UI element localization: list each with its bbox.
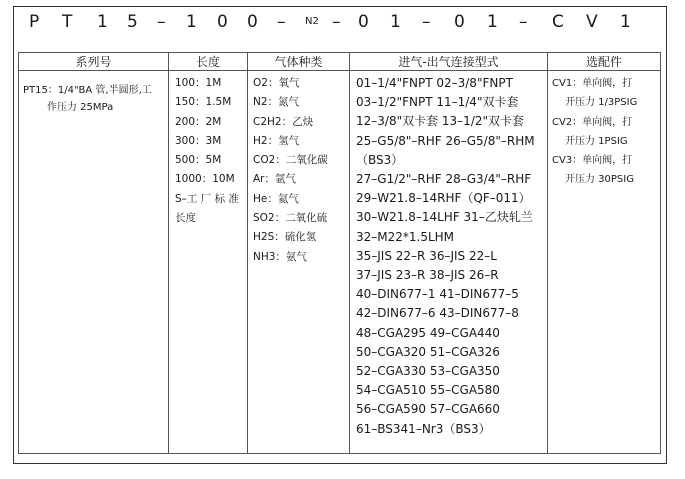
list-item: 200：2M	[175, 115, 222, 128]
list-item: 48–CGA295 49–CGA440	[356, 325, 500, 340]
code-char: 0	[217, 12, 228, 32]
list-item: 50–CGA320 51–CGA326	[356, 344, 500, 359]
options-cell	[548, 71, 661, 454]
code-char: 1	[97, 12, 108, 32]
list-item: N2：氮气	[253, 96, 300, 109]
list-item: 长度	[175, 212, 196, 225]
list-item: 54–CGA510 55–CGA580	[356, 383, 500, 398]
code-char: 1	[186, 12, 197, 32]
list-item: 开压力 1/3PSIG	[565, 97, 638, 109]
series-cell	[19, 71, 169, 454]
code-gas: N2	[305, 16, 319, 27]
list-item: 27–G1/2"–RHF 28–G3/4"–RHF	[356, 172, 532, 187]
header-gas: 气体种类	[248, 53, 350, 71]
list-item: 12–3/8"双卡套 13–1/2"双卡套	[356, 114, 525, 129]
list-item: 32–M22*1.5LHM	[356, 229, 455, 244]
model-code-row	[14, 8, 666, 40]
list-item: 40–DIN677–1 41–DIN677–5	[356, 287, 519, 302]
code-char: C	[552, 12, 564, 32]
list-item: S–工 厂 标 准	[175, 192, 239, 205]
code-char: 1	[390, 12, 401, 32]
list-item: 500：5M	[175, 154, 222, 167]
code-char: V	[586, 12, 598, 32]
code-separator: –	[422, 12, 431, 32]
header-options: 选配件	[548, 53, 661, 71]
list-item: 300：3M	[175, 134, 222, 147]
spec-table	[18, 52, 661, 454]
list-item: H2：氢气	[253, 134, 300, 147]
code-char: 0	[247, 12, 258, 32]
list-item: 1000：10M	[175, 173, 235, 186]
code-char: 1	[487, 12, 498, 32]
connection-cell	[350, 71, 548, 454]
header-connection: 进气-出气连接型式	[350, 53, 548, 71]
list-item: CV1：单向阀，打	[552, 78, 633, 89]
list-item: 01–1/4"FNPT 02–3/8"FNPT	[356, 76, 513, 90]
gas-cell	[248, 71, 350, 454]
list-item: 开压力 30PSIG	[565, 174, 634, 186]
code-separator: –	[519, 12, 528, 32]
list-item: 25–G5/8"–RHF 26–G5/8"–RHM	[356, 133, 535, 148]
list-item: 42–DIN677–6 43–DIN677–8	[356, 306, 519, 321]
series-line: 作压力 25MPa	[47, 102, 114, 113]
list-item: He：氦气	[253, 192, 299, 205]
table-header-row	[19, 53, 661, 71]
list-item: Ar：氩气	[253, 173, 296, 186]
list-item: NH3：氨气	[253, 250, 307, 263]
list-item: 150：1.5M	[175, 96, 232, 109]
code-char: 1	[620, 12, 631, 32]
list-item: 35–JIS 22–R 36–JIS 22–L	[356, 248, 497, 263]
list-item: H2S：硫化氢	[253, 231, 317, 244]
list-item: 100：1M	[175, 77, 222, 89]
code-char: 0	[358, 12, 369, 32]
header-series: 系列号	[19, 53, 169, 71]
code-char: 5	[127, 12, 138, 32]
list-item: （BS3）	[356, 152, 404, 167]
code-separator: –	[332, 12, 341, 32]
list-item: O2：氧气	[253, 77, 300, 89]
list-item: 61–BS341–Nr3（BS3）	[356, 421, 491, 436]
list-item: SO2：二氧化硫	[253, 212, 328, 225]
list-item: 56–CGA590 57–CGA660	[356, 402, 500, 417]
list-item: 52–CGA330 53–CGA350	[356, 364, 500, 379]
list-item: CV2：单向阀，打	[552, 116, 633, 128]
list-item: CO2：二氧化碳	[253, 154, 328, 167]
list-item: 30–W21.8–14LHF 31–乙炔轧兰	[356, 210, 533, 225]
code-separator: –	[157, 12, 166, 32]
code-char: 0	[454, 12, 465, 32]
header-length: 长度	[169, 53, 248, 71]
series-line: PT15：1/4"BA 管,半圆形,工	[23, 85, 152, 96]
list-item: 开压力 1PSIG	[565, 135, 628, 147]
code-char: T	[62, 12, 73, 32]
list-item: CV3：单向阀，打	[552, 155, 633, 167]
code-char: P	[29, 12, 40, 32]
list-item: 03–1/2"FNPT 11–1/4"双卡套	[356, 95, 519, 110]
length-cell	[169, 71, 248, 454]
list-item: 29–W21.8–14RHF（QF–011）	[356, 191, 531, 206]
list-item: 37–JIS 23–R 38–JIS 26–R	[356, 268, 499, 283]
list-item: C2H2：乙炔	[253, 115, 314, 128]
table-row	[19, 71, 661, 454]
code-separator: –	[277, 12, 286, 32]
